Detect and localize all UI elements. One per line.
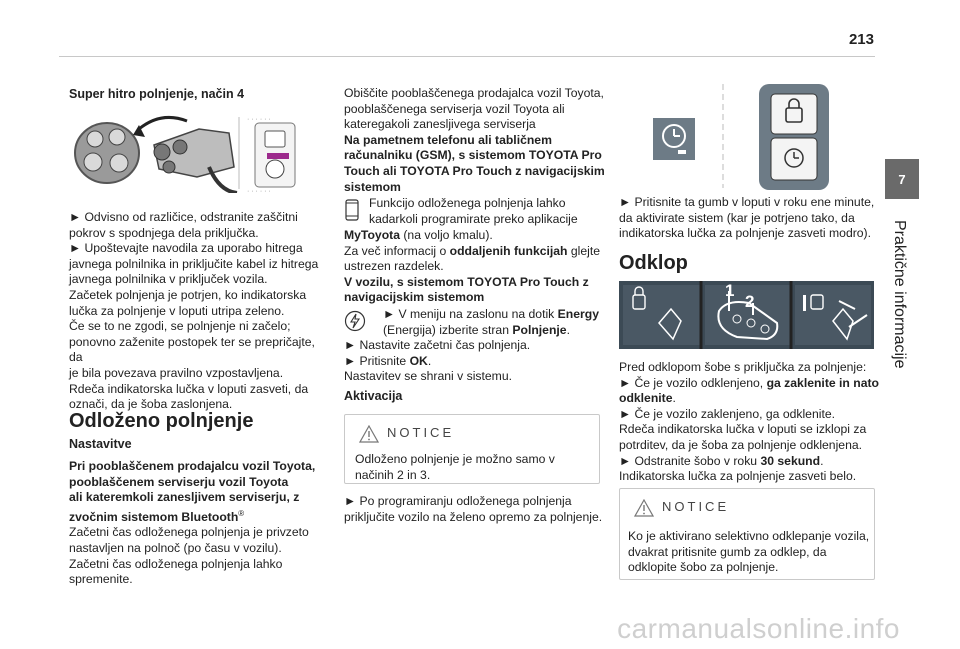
notice-box-unlock [619,488,875,580]
text-line: ► Nastavite začetni čas polnjenja. [344,338,531,352]
text-fragment: . [820,453,824,468]
notice-text [355,452,595,483]
header-divider [59,56,875,57]
text-line: Začetni čas odloženega polnjenja je privzeto [69,525,309,540]
text-fragment: Energy [557,307,599,321]
notice-title: NOTICE [387,425,455,440]
text-line: Touch ali TOYOTA Pro Touch z navigacijskim [344,163,605,178]
warning-icon [634,499,654,517]
text-line: Ko je aktivirano selektivno odklepanje vozila, [628,529,870,543]
col1-paragraph-2 [69,459,329,588]
svg-text:· · · · · ·: · · · · · · [247,116,271,123]
disconnect-title: Odklop [619,252,688,274]
app-name: MyToyota [344,228,400,242]
text-fragment: ► Odstranite šobo v roku [619,453,761,468]
text-line: pooblaščenem serviserju vozil Toyota [69,474,289,489]
text-fragment: Polnjenje [512,322,567,337]
text-line: pooblaščenega serviserja vozil Toyota ali [344,101,565,116]
text-line: kadarkoli programirate preko aplikacije [369,211,578,226]
text-line: Začetni čas odloženega polnjenja lahko [69,556,283,571]
warning-icon [359,425,379,443]
page-number: 213 [848,31,874,48]
text-line: indikatorska lučka za polnjenje zasveti modro). [619,226,871,241]
text-line: Pri pooblaščenem prodajalcu vozil Toyota, [69,459,316,473]
fast-charging-heading: Super hitro polnjenje, način 4 [69,87,245,101]
text-fragment: . [672,391,676,406]
notice-text [628,529,872,576]
svg-text:· · · · · ·: · · · · · · [247,188,271,193]
text-fragment: . [566,322,570,337]
text-fragment: ga zaklenite in nato [766,375,879,390]
figure-label-2: 2 [745,292,755,311]
text-fragment: oddaljenih funkcijah [449,243,568,258]
text-fragment: (na voljo kmalu). [399,228,493,242]
fast-charge-connector-figure [69,107,307,193]
text-fragment: 30 sekund [760,453,821,468]
text-line: ► Po programiranju odloženega polnjenja [344,494,572,508]
text-line: Rdeča indikatorska lučka v loputi zasveti, da [69,381,309,396]
text-fragment: ► Pritisnite [344,353,410,368]
activation-heading: Aktivacija [344,389,403,403]
col2-after [344,494,606,525]
text-line: dvakrat pritisnite gumb za odklep, da [628,544,827,559]
text-line: ponovno zaženite postopek ter se prepričajte, da [69,334,315,365]
text-line: Odloženo polnjenje je možno samo v [355,452,555,466]
text-fragment: ► V meniju na zaslonu na dotik [383,307,558,321]
settings-subheading: Nastavitve [69,437,132,451]
text-line: javnega polnilnika in priključite kabel iz hitrega [69,256,319,271]
energy-icon [344,310,366,332]
text-line: navigacijskim sistemom [344,290,485,305]
text-line: Indikatorska lučka za polnjenje zasveti belo. [619,469,857,484]
text-line: Če se to ne zgodi, se polnjenje ni začelo; [69,319,291,334]
text-line: Začetek polnjenja je potrjen, ko indikatorska [69,287,307,302]
text-fragment: OK [409,353,428,368]
text-line: ► Upoštevajte navodila za uporabo hitrega [69,241,303,256]
text-fragment: odklenite [619,391,673,406]
text-line: priključite vozilo na želeno opremo za polnjenje. [344,509,603,524]
text-line: ► Če je vozilo zaklenjeno, ga odklenite. [619,406,835,421]
text-line: V vozilu, s sistemom TOYOTA Pro Touch z [344,274,589,289]
chapter-title [878,220,918,380]
watermark: carmanualsonline.info [617,613,900,644]
text-line: kateregakoli zanesljivega serviserja [344,117,536,132]
text-line: sistemom [344,179,401,194]
text-line: ustrezen razdelek. [344,259,444,274]
text-line: Na pametnem telefonu ali tabličnem [344,132,552,147]
text-line: ► Odvisno od različice, odstranite zaščitni [69,210,298,224]
text-line: ali kateremkoli zanesljivem serviserju, z [69,490,300,505]
chapter-tab[interactable]: 7 [885,159,919,199]
text-fragment: . [427,353,432,368]
text-line: zvočnim sistemom Bluetooth [69,509,239,524]
text-line: spremenite. [69,572,133,587]
text-line: pokrov s spodnjega dela priključka. [69,225,259,240]
phone-text [369,196,609,227]
text-fragment: glejte [567,243,601,258]
text-fragment: Za več informacij o [344,243,450,258]
col2-steps [344,338,606,385]
smartphone-icon [345,199,359,221]
col3-paragraph-1 [619,195,881,242]
energy-text [383,307,608,338]
text-line: Pred odklopom šobe s priključka za polnjenje: [619,360,867,374]
timer-button-figure [619,80,839,190]
notice-title: NOTICE [662,499,730,514]
text-line: potrditev, da je šoba za polnjenje odklenjena. [619,437,863,452]
col1-paragraph-1 [69,210,329,413]
text-fragment: ► Če je vozilo odklenjeno, [619,375,767,390]
text-line: je bila povezava pravilno vzpostavljena. [69,365,284,380]
text-line: Nastavitev se shrani v sistemu. [344,369,512,384]
text-line: Rdeča indikatorska lučka v loputi se izklopi za [619,422,867,437]
notice-box-delayed [344,414,600,484]
text-line: Obiščite pooblaščenega prodajalca vozil Toyota, [344,86,604,100]
text-line: računalniku (GSM), s sistemom TOYOTA Pro [344,148,602,163]
registered-mark: ® [238,508,245,518]
text-line: ► Pritisnite ta gumb v loputi v roku ene minute, [619,195,875,209]
col2-intro [344,86,606,195]
text-line: odklopite šobo za polnjenje. [628,560,779,575]
chapter-title-text: Praktične informacije [891,220,908,369]
delayed-charging-title: Odloženo polnjenje [69,410,254,432]
text-line: da aktivirate sistem (kar je potrjeno tako, da [619,210,855,225]
text-line: lučka za polnjenje v loputi utripa zeleno. [69,303,285,318]
text-line: nastavljen na polnoč (po času v vozilu). [69,541,282,556]
text-line: načinih 2 in 3. [355,467,431,482]
text-line: javnega polnilnika v priključek vozila. [69,272,268,287]
figure-label-1: 1 [725,281,735,300]
col3-paragraph-2 [619,360,881,485]
col2-more-info [344,228,606,306]
text-line: Funkcijo odloženega polnjenja lahko [369,196,566,210]
text-line: označi, da je šoba zaslonjena. [69,397,233,412]
text-fragment: (Energija) izberite stran [383,322,513,337]
